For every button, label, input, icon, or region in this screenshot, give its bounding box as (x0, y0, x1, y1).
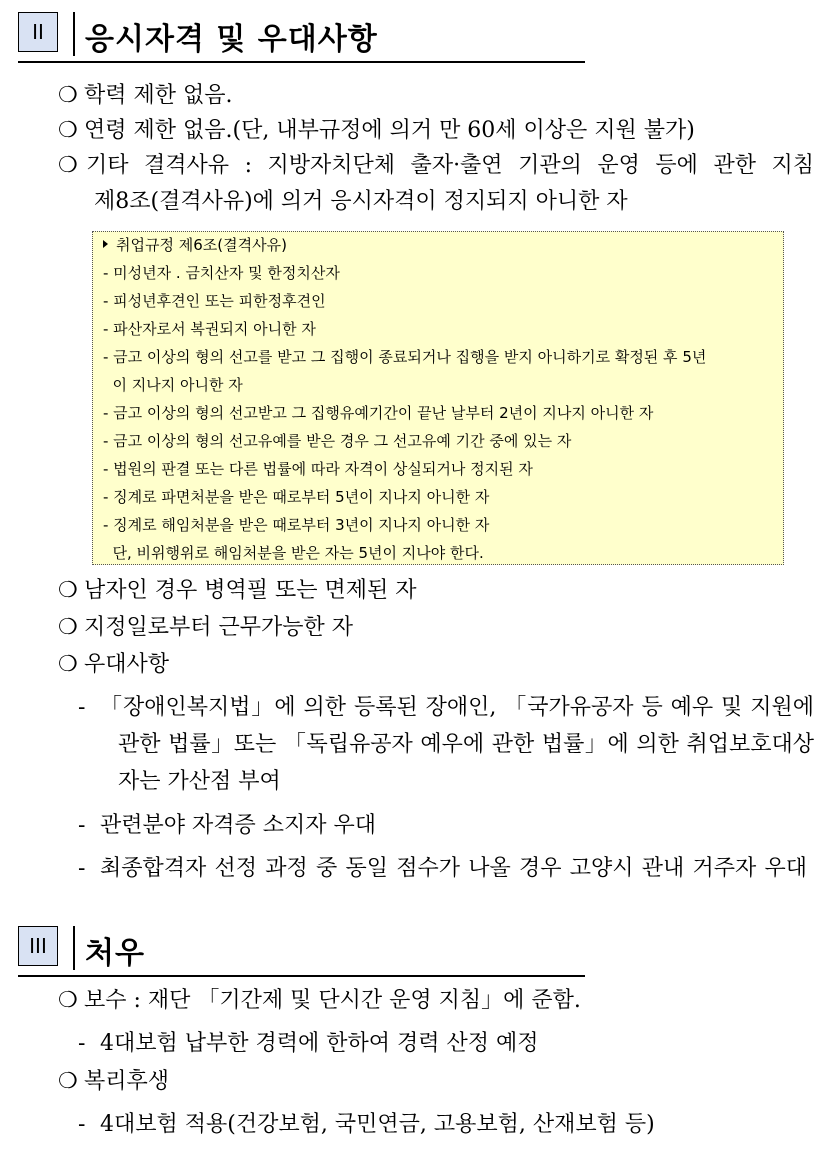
preference-line3: 자는 가산점 부여 (118, 769, 281, 794)
list-item: ❍ 연령 제한 없음.(단, 내부규정에 의거 만 60세 이상은 지원 불가) (58, 118, 695, 143)
preference-line2: 관한 법률」또는 「독립유공자 예우에 관한 법률」에 의한 취업보호대상 (118, 732, 814, 757)
header-underline (18, 975, 585, 977)
circle-bullet-icon: ❍ (58, 578, 78, 603)
section-3-header (18, 926, 585, 970)
regulation-line: - 피성년후견인 또는 피한정후견인 (103, 292, 326, 310)
list-item (58, 987, 581, 1015)
list-item: ❍ 지정일로부터 근무가능한 자 (58, 615, 354, 640)
regulation-line: - 미성년자 . 금치산자 및 한정치산자 (103, 264, 340, 282)
section-2-number: II (18, 12, 58, 52)
welfare-sub-text: 4대보험 적용(건강보험, 국민연금, 고용보험, 산재보험 등) (100, 1112, 655, 1137)
list-item: ❍ 남자인 경우 병역필 또는 면제된 자 (58, 578, 417, 603)
circle-bullet-icon: ❍ (58, 153, 78, 178)
dash-bullet: - (78, 1112, 86, 1137)
section-2-title: 응시자격 및 우대사항 (85, 22, 378, 57)
pay-text: 보수 : 재단 「기간제 및 단시간 운영 지침」에 준함. (84, 988, 581, 1013)
section-3-title: 처우 (85, 936, 145, 971)
section-3-number: III (18, 926, 58, 966)
dash-bullet: - (78, 856, 86, 881)
regulation-line: - 파산자로서 복권되지 아니한 자 (103, 320, 316, 338)
preference-resident: 최종합격자 선정 과정 중 동일 점수가 나올 경우 고양시 관내 거주자 우대 (100, 856, 807, 881)
other-disqualification-line1: 기타 결격사유 : 지방자치단체 출자·출연 기관의 운영 등에 관한 지침 (86, 153, 814, 178)
triangle-bullet-icon (103, 240, 108, 248)
header-divider (73, 926, 75, 970)
regulation-line: - 금고 이상의 형의 선고를 받고 그 집행이 종료되거나 집행을 받지 아니하기로 확정된 후 5년 (103, 348, 707, 366)
circle-bullet-icon: ❍ (58, 118, 78, 143)
list-item (58, 1068, 169, 1096)
other-disqualification-line2: 제8조(결격사유)에 의거 응시자격이 정지되지 아니한 자 (94, 189, 628, 214)
regulation-line: 이 지나지 아니한 자 (103, 376, 243, 394)
regulation-header: 취업규정 제6조(결격사유) (103, 235, 287, 255)
header-underline (18, 61, 585, 63)
welfare-text: 복리후생 (84, 1069, 170, 1094)
regulation-line: - 법원의 판결 또는 다른 법률에 따라 자격이 상실되거나 정지된 자 (103, 460, 533, 478)
circle-bullet-icon: ❍ (58, 615, 78, 640)
list-item: ❍ 우대사항 (58, 652, 170, 677)
dash-bullet: - (78, 813, 86, 838)
circle-bullet-icon: ❍ (58, 83, 78, 108)
list-item (58, 152, 84, 180)
circle-bullet-icon: ❍ (58, 988, 78, 1013)
regulation-line: - 금고 이상의 형의 선고유예를 받은 경우 그 선고유예 기간 중에 있는 자 (103, 432, 572, 450)
regulation-line: - 금고 이상의 형의 선고받고 그 집행유예기간이 끝난 날부터 2년이 지나지 아니한 자 (103, 404, 654, 422)
dash-bullet: - (78, 695, 86, 720)
regulation-line: 단, 비위행위로 해임처분을 받은 자는 5년이 지나야 한다. (103, 544, 484, 562)
pay-sub-text: 4대보험 납부한 경력에 한하여 경력 산정 예정 (100, 1031, 539, 1056)
section-2-header (18, 12, 585, 56)
preference-line1: 「장애인복지법」에 의한 등록된 장애인, 「국가유공자 등 예우 및 지원에 (100, 695, 814, 720)
regulation-line: - 징계로 해임처분을 받은 때로부터 3년이 지나지 아니한 자 (103, 516, 490, 534)
regulation-line: - 징계로 파면처분을 받은 때로부터 5년이 지나지 아니한 자 (103, 488, 490, 506)
preference-certificate: 관련분야 자격증 소지자 우대 (100, 813, 377, 838)
header-divider (73, 12, 75, 56)
regulation-box (92, 231, 784, 565)
dash-bullet: - (78, 1031, 86, 1056)
list-item: ❍ 학력 제한 없음. (58, 83, 233, 108)
circle-bullet-icon: ❍ (58, 652, 78, 677)
circle-bullet-icon: ❍ (58, 1069, 78, 1094)
